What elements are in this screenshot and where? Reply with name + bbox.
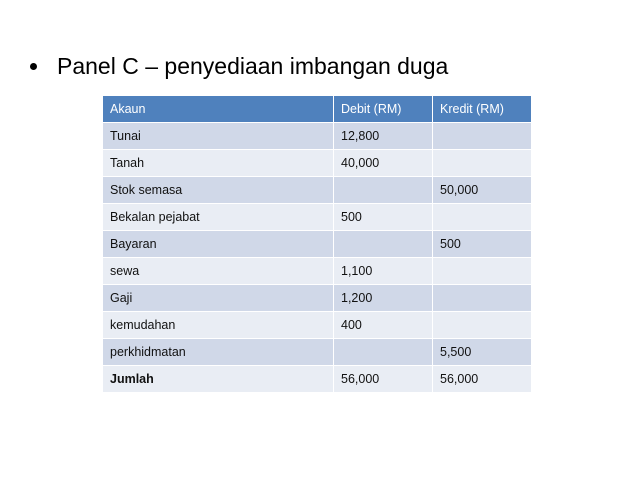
cell-debit: 40,000 <box>334 150 433 177</box>
cell-debit: 400 <box>334 312 433 339</box>
header-debit: Debit (RM) <box>334 96 433 123</box>
cell-credit: 50,000 <box>433 177 532 204</box>
cell-account: Stok semasa <box>103 177 334 204</box>
cell-account: Tanah <box>103 150 334 177</box>
cell-credit <box>433 312 532 339</box>
table-total-row <box>103 366 532 393</box>
cell-account: Bekalan pejabat <box>103 204 334 231</box>
table-row <box>103 258 532 285</box>
cell-debit <box>334 339 433 366</box>
bullet-dot-icon <box>30 63 37 70</box>
cell-account: Tunai <box>103 123 334 150</box>
header-kredit: Kredit (RM) <box>433 96 532 123</box>
cell-account: perkhidmatan <box>103 339 334 366</box>
cell-debit: 1,100 <box>334 258 433 285</box>
table-row <box>103 123 532 150</box>
table-row <box>103 177 532 204</box>
table-row <box>103 339 532 366</box>
cell-debit: 12,800 <box>334 123 433 150</box>
cell-account: kemudahan <box>103 312 334 339</box>
cell-debit <box>334 177 433 204</box>
cell-credit <box>433 150 532 177</box>
cell-credit <box>433 204 532 231</box>
cell-total-credit: 56,000 <box>433 366 532 393</box>
trial-balance-table <box>102 95 532 393</box>
cell-total-debit: 56,000 <box>334 366 433 393</box>
cell-debit: 1,200 <box>334 285 433 312</box>
cell-debit: 500 <box>334 204 433 231</box>
cell-credit: 500 <box>433 231 532 258</box>
table-row <box>103 312 532 339</box>
header-akaun: Akaun <box>103 96 334 123</box>
table-row <box>103 204 532 231</box>
slide-title <box>30 46 448 86</box>
cell-account: sewa <box>103 258 334 285</box>
cell-credit <box>433 258 532 285</box>
cell-credit <box>433 285 532 312</box>
table-row <box>103 285 532 312</box>
slide-title-text: Panel C – penyediaan imbangan duga <box>57 52 449 79</box>
cell-credit: 5,500 <box>433 339 532 366</box>
cell-account: Gaji <box>103 285 334 312</box>
cell-account: Bayaran <box>103 231 334 258</box>
cell-credit <box>433 123 532 150</box>
cell-debit <box>334 231 433 258</box>
table-row <box>103 150 532 177</box>
cell-total-label: Jumlah <box>103 366 334 393</box>
table-row <box>103 231 532 258</box>
table-header-row <box>103 96 532 123</box>
